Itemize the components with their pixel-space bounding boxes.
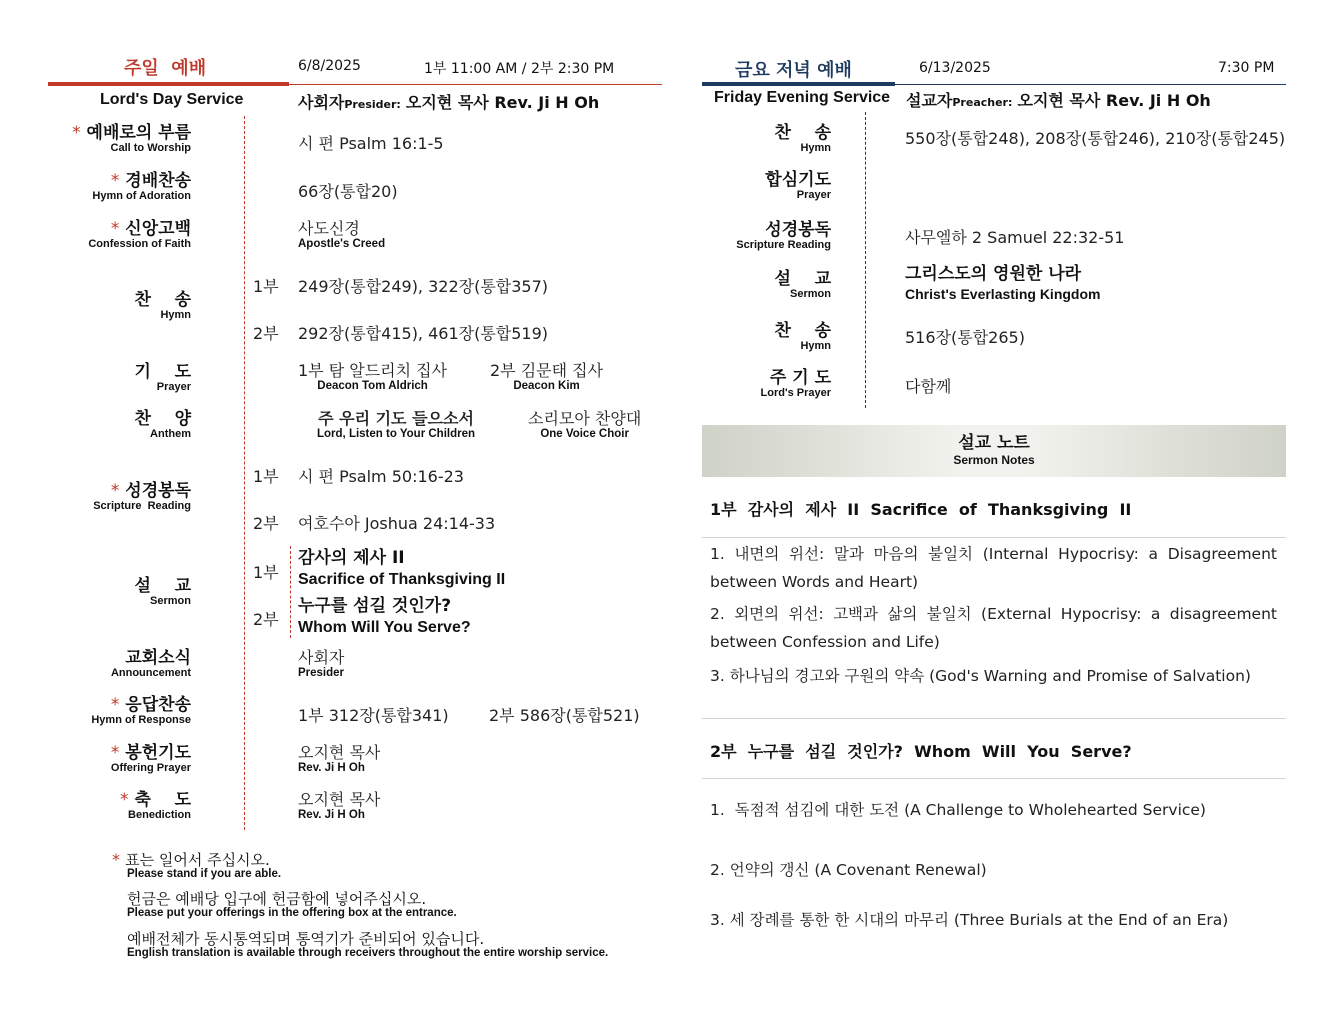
label-hymn-2 <box>774 322 831 352</box>
standing-star: * <box>110 743 120 763</box>
anthem-title <box>317 410 475 440</box>
label-en: Hymn of Response <box>91 714 191 726</box>
scripture-part2: 2부 <box>253 514 279 533</box>
label-ko: 기 도 <box>134 362 191 382</box>
notes-point: 3. 하나님의 경고와 구원의 약속 (God's Warning and Promise of Salvation) <box>710 667 1251 685</box>
label-hymn-of-response <box>91 696 191 726</box>
right-labels <box>700 0 831 420</box>
label-en: Announcement <box>110 667 191 679</box>
value-en: Presider <box>298 667 345 679</box>
sermon-divider <box>290 546 291 638</box>
left-divider <box>244 116 245 830</box>
label-ko: 응답찬송 <box>125 695 191 715</box>
label-en: Anthem <box>150 428 191 440</box>
label-en: Benediction <box>128 809 191 821</box>
sermon-title-ko: 누구를 섬길 것인가? <box>298 596 452 616</box>
footer-note-offering: 헌금은 예배당 입구에 헌금함에 넣어주십시오. <box>127 890 427 908</box>
notes-divider <box>702 718 1286 719</box>
footer-note-standing <box>112 849 270 870</box>
note-ko: 표는 일어서 주십시오. <box>125 851 270 869</box>
label-en: Scripture Reading <box>736 239 831 251</box>
standing-star: * <box>120 790 129 810</box>
standing-star: * <box>112 850 120 869</box>
hymn-value-2: 292장(통합415), 461장(통합519) <box>298 324 549 343</box>
preacher-label: 설교자 <box>906 91 953 110</box>
value-en: Rev. Ji H Oh <box>298 762 365 774</box>
label-en: Prayer <box>796 189 831 201</box>
label-en: Call to Worship <box>110 142 191 154</box>
sermon-title-en: Whom Will You Serve? <box>298 619 471 636</box>
value-ko: 소리모아 찬양대 <box>528 409 642 428</box>
label-scripture-reading <box>736 221 831 251</box>
sermon-title-ko: 감사의 제사 II <box>298 548 405 568</box>
notes-divider <box>702 537 1286 538</box>
value-ko: 2부 김문태 집사 <box>490 361 604 380</box>
notes-point: 3. 세 장례를 통한 한 시대의 마무리 (Three Burials at the End of an Era) <box>710 911 1229 929</box>
presider-label: 사회자 <box>298 93 345 112</box>
sermon-value-2 <box>298 595 471 639</box>
label-sermon <box>774 270 831 300</box>
sermon-part2: 2부 <box>253 610 279 629</box>
label-confession-of-faith <box>88 220 191 250</box>
announce-value <box>298 649 344 679</box>
label-lords-prayer <box>761 369 831 399</box>
label-en: Sermon <box>150 595 191 607</box>
hymn-value-1: 249장(통합249), 322장(통합357) <box>298 277 549 296</box>
sermon-title-ko: 그리스도의 영원한 나라 <box>905 264 1082 284</box>
label-en: Prayer <box>156 381 191 393</box>
label-ko: 교회소식 <box>125 648 191 668</box>
value-en: One Voice Choir <box>540 428 629 440</box>
footer-note-translation-en: English translation is available through receivers throughout the entire worship service. <box>127 947 609 959</box>
label-en: Hymn <box>160 309 191 321</box>
presider-line <box>298 90 599 113</box>
label-prayer <box>134 363 191 393</box>
label-en: Hymn of Adoration <box>92 190 191 202</box>
scripture-part1: 1부 <box>253 467 279 486</box>
standing-star: * <box>110 481 120 501</box>
notes-section-1-title: 1부 감사의 제사 II Sacrifice of Thanksgiving II <box>710 500 1132 519</box>
sermon-title-en: Christ's Everlasting Kingdom <box>905 286 1101 302</box>
prayer-value-1 <box>298 362 447 392</box>
label-united-prayer <box>765 171 831 201</box>
right-date: 6/13/2025 <box>919 60 991 76</box>
label-hymn <box>134 291 191 321</box>
value-ko: 오지현 목사 <box>298 743 381 762</box>
label-ko: 신앙고백 <box>125 219 191 239</box>
call-value: 시 편 Psalm 16:1-5 <box>298 134 444 153</box>
notes-point: 2. 외면의 위선: 고백과 삶의 불일치 (External Hypocrisy: a disagreement between Confession and Life) <box>710 605 1277 651</box>
hymn-part1: 1부 <box>253 277 279 296</box>
standing-star: * <box>110 219 120 239</box>
notes-divider <box>702 778 1286 779</box>
label-en: Lord's Prayer <box>760 387 831 399</box>
creed-value <box>298 220 385 250</box>
label-anthem <box>134 410 191 440</box>
label-ko: 성경봉독 <box>125 481 191 501</box>
label-ko: 찬 송 <box>134 290 191 310</box>
label-ko: 경배찬송 <box>125 171 191 191</box>
value-en: Rev. Ji H Oh <box>298 809 365 821</box>
label-ko: 축 도 <box>134 790 191 810</box>
label-ko: 설 교 <box>134 576 191 596</box>
anthem-choir <box>528 410 641 440</box>
label-ko: 찬 송 <box>774 321 831 341</box>
value-ko: 사회자 <box>298 648 345 667</box>
label-en: Scripture Reading <box>93 500 191 512</box>
standing-star: * <box>110 695 120 715</box>
value-en: Apostle's Creed <box>298 238 386 250</box>
label-hymn-of-adoration <box>92 172 191 202</box>
label-ko: 찬 송 <box>774 123 831 143</box>
left-header-line <box>289 84 662 85</box>
notes-point: 1. 독점적 섬김에 대한 도전 (A Challenge to Wholehearted Service) <box>710 801 1206 819</box>
presider-name: 오지현 목사 Rev. Ji H Oh <box>405 93 600 112</box>
value-ko: 주 우리 기도 들으소서 <box>318 409 474 428</box>
label-benediction <box>120 791 191 821</box>
right-title-ko: 금요 저녁 예배 <box>735 60 852 81</box>
label-offering-prayer <box>111 744 191 774</box>
notes-title-ko: 설교 노트 <box>958 433 1030 453</box>
presider-small: Presider: <box>344 98 401 111</box>
scripture-value-2: 여호수아 Joshua 24:14-33 <box>298 514 496 533</box>
right-divider <box>865 112 866 408</box>
right-hymn-value: 550장(통합248), 208장(통합246), 210장(통합245) <box>905 129 1286 148</box>
right-header-line <box>895 84 1286 85</box>
label-en: Confession of Faith <box>88 238 191 250</box>
preacher-name: 오지현 목사 Rev. Ji H Oh <box>1017 91 1211 110</box>
label-ko: 설 교 <box>774 269 831 289</box>
label-scripture-reading <box>93 482 191 512</box>
preacher-small: Preacher: <box>952 96 1013 109</box>
label-call-to-worship <box>72 124 191 154</box>
right-lords-value: 다함께 <box>905 377 952 396</box>
sermon-title-en: Sacrifice of Thanksgiving II <box>298 571 506 588</box>
left-title-ko: 주일 예배 <box>124 58 207 79</box>
standing-star: * <box>72 123 81 143</box>
right-title-en: Friday Evening Service <box>714 89 891 106</box>
left-date: 6/8/2025 <box>298 58 361 74</box>
label-en: Hymn <box>800 142 831 154</box>
sermon-notes-header <box>702 425 1286 477</box>
right-scripture-value: 사무엘하 2 Samuel 22:32-51 <box>905 228 1125 247</box>
sermon-part1: 1부 <box>253 563 279 582</box>
label-en: Offering Prayer <box>110 762 191 774</box>
standing-star: * <box>110 171 120 191</box>
left-title-en: Lord's Day Service <box>100 91 244 108</box>
value-en: Lord, Listen to Your Children <box>317 428 476 440</box>
hymn-part2: 2부 <box>253 324 279 343</box>
right-sermon-value <box>905 264 1100 303</box>
prayer-value-2 <box>490 362 603 392</box>
notes-point: 1. 내면의 위선: 말과 마음의 불일치 (Internal Hypocrisy: a Disagreement between Words and Heart) <box>710 545 1277 591</box>
value-en: Deacon Tom Aldrich <box>317 380 428 392</box>
label-ko: 봉헌기도 <box>125 743 191 763</box>
value-ko: 1부 탐 알드리치 집사 <box>298 361 448 380</box>
notes-point: 2. 언약의 갱신 (A Covenant Renewal) <box>710 861 987 879</box>
left-times: 1부 11:00 AM / 2부 2:30 PM <box>424 61 615 77</box>
label-hymn <box>774 124 831 154</box>
notes-title-en: Sermon Notes <box>953 453 1035 467</box>
label-en: Sermon <box>790 288 831 300</box>
footer-note-offering-en: Please put your offerings in the offering box at the entrance. <box>127 907 457 919</box>
adoration-value: 66장(통합20) <box>298 182 398 201</box>
label-ko: 성경봉독 <box>765 220 831 240</box>
value-ko: 사도신경 <box>298 219 360 238</box>
footer-note-translation: 예배전체가 동시통역되며 통역기가 준비되어 있습니다. <box>127 930 485 948</box>
value-ko: 오지현 목사 <box>298 790 381 809</box>
response-value-1: 1부 312장(통합341) <box>298 706 449 725</box>
label-sermon <box>134 577 191 607</box>
label-en: Hymn <box>800 340 831 352</box>
sermon-value-1 <box>298 547 505 591</box>
benediction-value <box>298 791 380 821</box>
response-value-2: 2부 586장(통합521) <box>489 706 640 725</box>
label-ko: 예배로의 부름 <box>86 123 191 143</box>
notes-section-2-title: 2부 누구를 섬길 것인가? Whom Will You Serve? <box>710 742 1132 761</box>
preacher-line <box>906 88 1211 111</box>
label-ko: 찬 양 <box>134 409 191 429</box>
footer-note-standing-en: Please stand if you are able. <box>127 868 282 880</box>
scripture-value-1: 시 편 Psalm 50:16-23 <box>298 467 464 486</box>
label-ko: 주 기 도 <box>769 368 831 388</box>
label-ko: 합심기도 <box>765 170 831 190</box>
right-hymn2-value: 516장(통합265) <box>905 328 1025 347</box>
value-en: Deacon Kim <box>513 380 580 392</box>
right-time: 7:30 PM <box>1218 60 1275 76</box>
offering-value <box>298 744 380 774</box>
label-announcement <box>111 649 191 679</box>
